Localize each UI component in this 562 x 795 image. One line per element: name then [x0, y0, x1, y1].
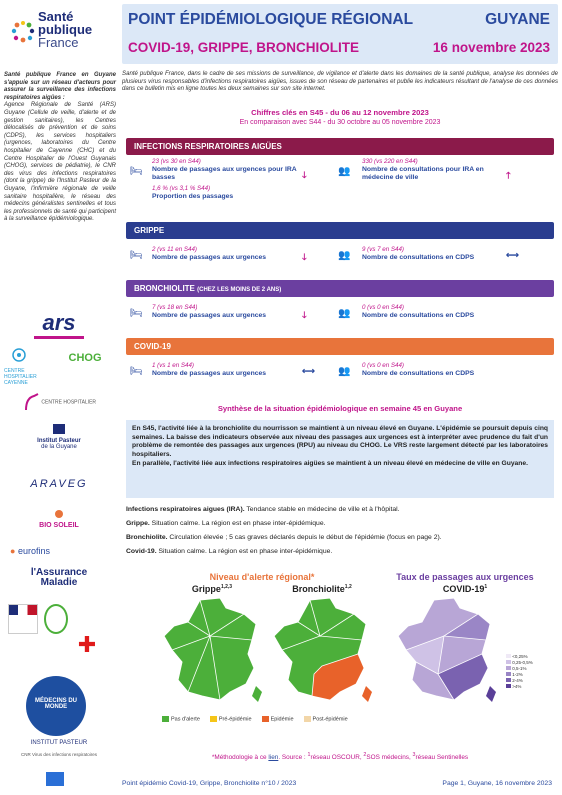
- bottom-logo: [46, 772, 64, 786]
- detail-covid: Covid-19. Situation calme. La région est en phase inter-épidémique.: [126, 548, 333, 555]
- doctor-icon: 👥: [338, 308, 351, 319]
- grippe-map-label: Grippe$^{1,2,3}$: [191, 584, 233, 594]
- legend-item: Pré-épidémie: [210, 716, 252, 722]
- pasteur-guyane-logo: Institut Pasteur de la Guyane: [4, 422, 114, 450]
- chk-logo: CENTRE HOSPITALIER: [14, 392, 104, 412]
- sun-icon: [51, 508, 67, 520]
- ira-er-kpi: 23 (vs 30 en S44) Nombre de passages aux urgences pour IRA basses 1,6 % (vs 3,1 % S44) Proportion des passages: [152, 158, 297, 200]
- eurofins-logo: ● eurofins: [10, 546, 50, 556]
- hospital-bed-icon: 🛏: [130, 366, 143, 377]
- chc-logo: CENTRE HOSPITALIER CAYENNE: [4, 348, 114, 386]
- bronch-er-kpi: 7 (vs 18 en S44) Nombre de passages aux urgences: [152, 304, 267, 319]
- covid-france-map: [394, 596, 504, 706]
- grippe-er-kpi: 2 (vs 11 en S44) Nombre de passages aux urgences: [152, 246, 267, 261]
- key-figures-title: Chiffres clés en S45 - du 06 au 12 novembre 2023: [251, 108, 429, 117]
- section-covid: COVID-19: [126, 338, 554, 355]
- bronch-cdps-kpi: 0 (vs 0 en S44) Nombre de consultations en CDPS: [362, 304, 475, 319]
- section-bronchiolite: BRONCHIOLITE (CHEZ LES MOINS DE 2 ANS): [126, 280, 554, 297]
- brand-line2: publique: [38, 22, 93, 37]
- synthesis-p2: En parallèle, l'activité liée aux infections respiratoires aigües se maintient à un niveau élevé en médecine de ville en Guyane.: [132, 460, 528, 468]
- down-arrow-icon: 🡓: [302, 310, 307, 320]
- up-arrow-icon: 🡑: [506, 170, 511, 180]
- bulletin-date: 16 novembre 2023: [432, 40, 550, 55]
- down-arrow-icon: 🡓: [302, 170, 307, 180]
- brand-line1: Santé: [38, 9, 74, 24]
- footer-left: Point épidémio Covid-19, Grippe, Bronchiolite n°10 / 2023: [122, 780, 297, 787]
- rate-map-title: Taux de passages aux urgences: [396, 572, 534, 582]
- bronchiolite-france-map: [270, 596, 374, 706]
- legend-item: Post-épidémie: [304, 716, 348, 722]
- institut-pasteur-logo: INSTITUT PASTEUR: [30, 740, 88, 746]
- synthesis-title: Synthèse de la situation épidémiologique en semaine 45 en Guyane: [217, 404, 463, 413]
- pasteur-icon: [50, 422, 68, 436]
- red-cross-icon: ✚: [77, 632, 97, 657]
- chc-icon: [4, 348, 34, 366]
- key-figures-compare: En comparaison avec S44 - du 30 octobre au 05 novembre 2023: [239, 119, 441, 126]
- methodology-note: *Méthodologie à ce lien. Source : $^1$réseau OSCOUR, $^2$SOS médecins, $^3$réseau Sentinelles: [211, 752, 469, 762]
- spf-logo: [10, 8, 108, 64]
- alert-map-title: Niveau d'alerte régional*: [209, 572, 315, 582]
- footer-right: Page 1, Guyane, 16 novembre 2023: [442, 780, 552, 787]
- assurance-maladie-logo: l'Assurance Maladie: [30, 567, 88, 588]
- section-grippe: GRIPPE: [126, 222, 554, 239]
- hospital-bed-icon: 🛏: [130, 308, 143, 319]
- subtitle: COVID-19, GRIPPE, BRONCHIOLITE: [128, 40, 360, 55]
- spf-logo-icon: [10, 20, 36, 46]
- sidebar-text: [4, 72, 116, 224]
- header-banner: [122, 4, 558, 64]
- doctor-icon: 👥: [338, 366, 351, 377]
- key-figures-heading: [122, 108, 558, 126]
- detail-grippe: Grippe. Situation calme. La région est en phase inter-épidémique.: [126, 520, 326, 527]
- stable-arrow-icon: ⟷: [506, 250, 519, 260]
- ars-logo: ars: [4, 310, 114, 339]
- mdm-logo: MÉDECINS DU MONDE: [26, 676, 86, 736]
- ira-gp-kpi: 330 (vs 220 en S44) Nombre de consultations pour IRA en médecine de ville: [362, 158, 484, 181]
- section-ira: INFECTIONS RESPIRATOIRES AIGÜES: [126, 138, 554, 155]
- grippe-cdps-kpi: 9 (vs 7 en S44) Nombre de consultations en CDPS: [362, 246, 475, 261]
- detail-bronchiolite: Bronchiolite. Circulation élevée ; 5 cas graves déclarés depuis le début de l'épidémie (focus en page 2).: [126, 534, 442, 541]
- cgss-logo: [44, 604, 68, 634]
- page-title: POINT ÉPIDÉMIOLOGIQUE RÉGIONAL: [128, 11, 414, 28]
- hospital-bed-icon: 🛏: [130, 250, 143, 261]
- hospital-bed-icon: 🛏: [130, 166, 143, 177]
- grippe-france-map: [160, 596, 264, 706]
- republique-logo: [8, 604, 38, 634]
- brand-line3: France: [38, 35, 79, 50]
- doctor-icon: 👥: [338, 250, 351, 261]
- down-arrow-icon: 🡓: [302, 252, 307, 262]
- covid-map-label: COVID-$19^1$: [442, 584, 488, 594]
- legend-item: Pas d'alerte: [162, 716, 200, 722]
- covid-cdps-kpi: 0 (vs 0 en S44) Nombre de consultations en CDPS: [362, 362, 475, 377]
- synthesis-box: [126, 420, 554, 498]
- intro-text: Santé publique France, dans le cadre de ses missions de surveillance, de vigilance et d'alerte dans les domaines de la santé publique, analyse les données de plusieurs virus responsables d'infections respiratoires aigües, issues de son réseau de partenaires et publie les indicateurs résultant de l'analyse de ces données dans ce bulletin mis en ligne toutes les deux semaines sur son site internet.: [122, 70, 558, 92]
- biosoleil-logo: BIO SOLEIL: [4, 508, 114, 529]
- legend-item: Epidémie: [262, 716, 294, 722]
- sidebar-network: Agence Régionale de Santé (ARS) Guyane (Cellule de veille, d'alerte et de gestion sanitaires), les Centres délocalisés de prévention et de soins (CDPS), les services hospitaliers (urgences, laboratoires du Centre hospitalier de Cayenne (CHC) et du Centre Hospitalier de l'Ouest Guyanais (CHOG), services de pédiatrie), le CNR des virus des infections respiratoires (dont la grippe) de l'Institut Pasteur de la Guyane, l'infirmière régionale de veille sanitaire hospitalière, le réseau des médecins généralistes sentinelles et tous les professionnels de santé qui participent à la surveillance épidémiologique.: [4, 102, 116, 223]
- stable-arrow-icon: ⟷: [302, 366, 315, 376]
- araveg-logo: ARAVEG: [30, 478, 88, 490]
- sidebar: [0, 0, 118, 795]
- sidebar-intro: Santé publique France en Guyane s'appuie sur un réseau d'acteurs pour assurer la surveillance des infections respiratoires aigües :: [4, 72, 116, 101]
- bronch-map-label: Bronchiolite$^{1,2}$: [292, 584, 352, 594]
- ibis-icon: [22, 392, 40, 412]
- region-title: GUYANE: [485, 11, 550, 28]
- covid-er-kpi: 1 (vs 1 en S44) Nombre de passages aux urgences: [152, 362, 267, 377]
- cnr-logo: CNR Virus des infections respiratoires: [21, 752, 97, 757]
- footer: [122, 780, 558, 787]
- alert-legend: [162, 716, 348, 722]
- doctor-icon: 👥: [338, 166, 351, 177]
- methodology-link[interactable]: lien: [268, 754, 279, 762]
- covid-scale: <0,25% 0,25-0,5% 0,5-1% 1-2% 2-4% >4%: [506, 654, 533, 690]
- chog-logo: CHOG: [68, 352, 102, 364]
- detail-ira: Infections respiratoires aigues (IRA). Tendance stable en médecine de ville et à l'hôpital.: [126, 506, 400, 513]
- synthesis-p1: En S45, l'activité liée à la bronchiolite du nourrisson se maintient à un niveau élevé en Guyane. L'épidémie se poursuit depuis cinq semaines. La baisse des indicateurs observée aux niveau des passages aux urgences est à interpréter avec prudence du fait d'un problème de remontée des passages aux urgences (RPU) au niveau du CHOG. Le VRS reste largement détecté par les laboratoires hospitaliers.: [132, 425, 548, 458]
